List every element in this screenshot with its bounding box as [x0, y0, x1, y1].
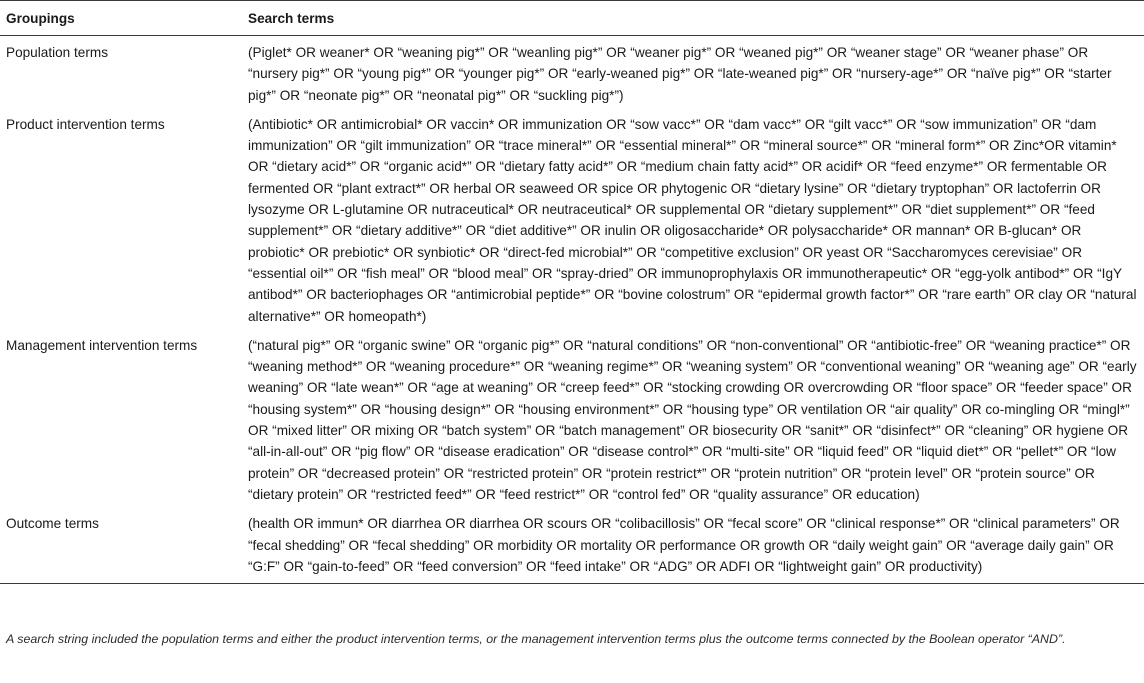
groupings-column-header: Groupings	[0, 1, 246, 36]
grouping-cell: Product intervention terms	[6, 116, 165, 132]
grouping-cell: Management intervention terms	[6, 337, 198, 353]
table-body	[0, 36, 1144, 584]
search-terms-cell: (Piglet* OR weaner* OR “weaning pig*” OR “weanling pig*” OR “weaner pig*” OR “weaned pig*” OR “weaner stage” OR “weaner phase” OR “nursery pig*” OR “young pig*” OR “younger pig*” OR “early-weaned pig*” OR “late-weaned pig*” OR “nursery-age*” OR “naïve pig*” OR “starter pig*” OR “neonate pig*” OR “neonatal pig*” OR “suckling pig*”)	[248, 45, 1112, 103]
grouping-cell: Outcome terms	[0, 508, 246, 583]
table-row-population	[0, 36, 1144, 109]
table-row-outcome	[0, 508, 1144, 583]
table-row-product-intervention	[0, 109, 1144, 330]
search-terms-cell: (health OR immun* OR diarrhea OR diarrhea OR scours OR “colibacillosis” OR “fecal score” OR “clinical response*” OR “clinical parameters” OR “fecal shedding” OR “fecal shedding” OR morbidity OR mortality OR performance OR growth OR “daily weight gain” OR “average daily gain” OR “G:F” OR “gain-to-feed” OR “feed conversion” OR “feed intake” OR “ADG” OR ADFI OR “lightweight gain” OR productivity)	[246, 508, 1144, 583]
search-terms-column-header: Search terms	[246, 1, 1144, 36]
grouping-cell: Population terms	[6, 45, 109, 60]
search-terms-cell: (“natural pig*” OR “organic swine” OR “organic pig*” OR “natural conditions” OR “non-conventional” OR “antibiotic-free” OR “weaning practice*” OR “weaning method*” OR “weaning procedure*” OR “weaning regime*” OR “weaning system” OR “conventional weaning” OR “weaning age” OR “early weaning” OR “late wean*” OR “age at weaning” OR “creep feed*” OR “stocking crowding OR overcrowding OR “floor space” OR “feeder space” OR “housing system*” OR “housing design*” OR “housing environment*” OR “housing type” OR ventilation OR “air quality” OR co-mingling OR “mingl*” OR “mixed litter” OR mixing OR “batch system” OR “batch management” OR biosecurity OR “sanit*” OR “disinfect*” OR “cleaning” OR hygiene OR “all-in-all-out” OR “pig flow” OR “disease eradication” OR “disease control*” OR “multi-site” OR “liquid feed” OR “liquid diet*” OR “pellet*” OR “low protein” OR “decreased protein” OR “restricted protein” OR “protein restrict*” OR “protein nutrition” OR “protein level” OR “protein source” OR “dietary protein” OR “restricted feed*” OR “feed restrict*” OR “control fed” OR “quality assurance” OR education)	[248, 337, 1137, 502]
table-header	[0, 1, 1144, 36]
table-footnote: A search string included the population terms and either the product intervention terms, or the management intervention terms plus the outcome terms connected by the Boolean operator “AND”.	[6, 632, 1066, 646]
table-row-management-intervention	[0, 330, 1144, 508]
search-terms-cell: (Antibiotic* OR antimicrobial* OR vaccin* OR immunization OR “sow vacc*” OR “dam vacc*” OR “gilt vacc*” OR “sow immunization” OR “dam immunization” OR “gilt immunization” OR “trace mineral*” OR “essential mineral*” OR “mineral source*” OR “mineral form*” OR Zinc*OR vitamin* OR “dietary acid*” OR “organic acid*” OR “dietary fatty acid*” OR “medium chain fatty acid*” OR acidif* OR “feed enzyme*” OR fermentable OR fermented OR “plant extract*” OR herbal OR seaweed OR spice OR phytogenic OR “dietary lysine” OR “dietary tryptophan” OR lactoferrin OR lysozyme OR L-glutamine OR nutraceutical* OR neutraceutical* OR supplemental OR “dietary supplement*” OR “diet supplement*” OR “feed supplement*” OR “dietary additive*” OR “diet additive*” OR inulin OR oligosaccharide* OR polysaccharide* OR mannan* OR B-glucan* OR probiotic* OR prebiotic* OR synbiotic* OR “direct-fed microbial*” OR “competitive exclusion” OR yeast OR “Saccharomyces cerevisiae” OR “essential oil*” OR “fish meal” OR “blood meal” OR “spray-dried” OR immunoprophylaxis OR immunotherapeutic* OR “egg-yolk antibod*” OR “IgY antibod*” OR bacteriophages OR “antimicrobial peptide*” OR “bovine colostrum” OR “epidermal growth factor*” OR “rare earth” OR clay OR “natural alternative*” OR homeopath*)	[248, 116, 1137, 324]
header-row	[0, 1, 1144, 36]
